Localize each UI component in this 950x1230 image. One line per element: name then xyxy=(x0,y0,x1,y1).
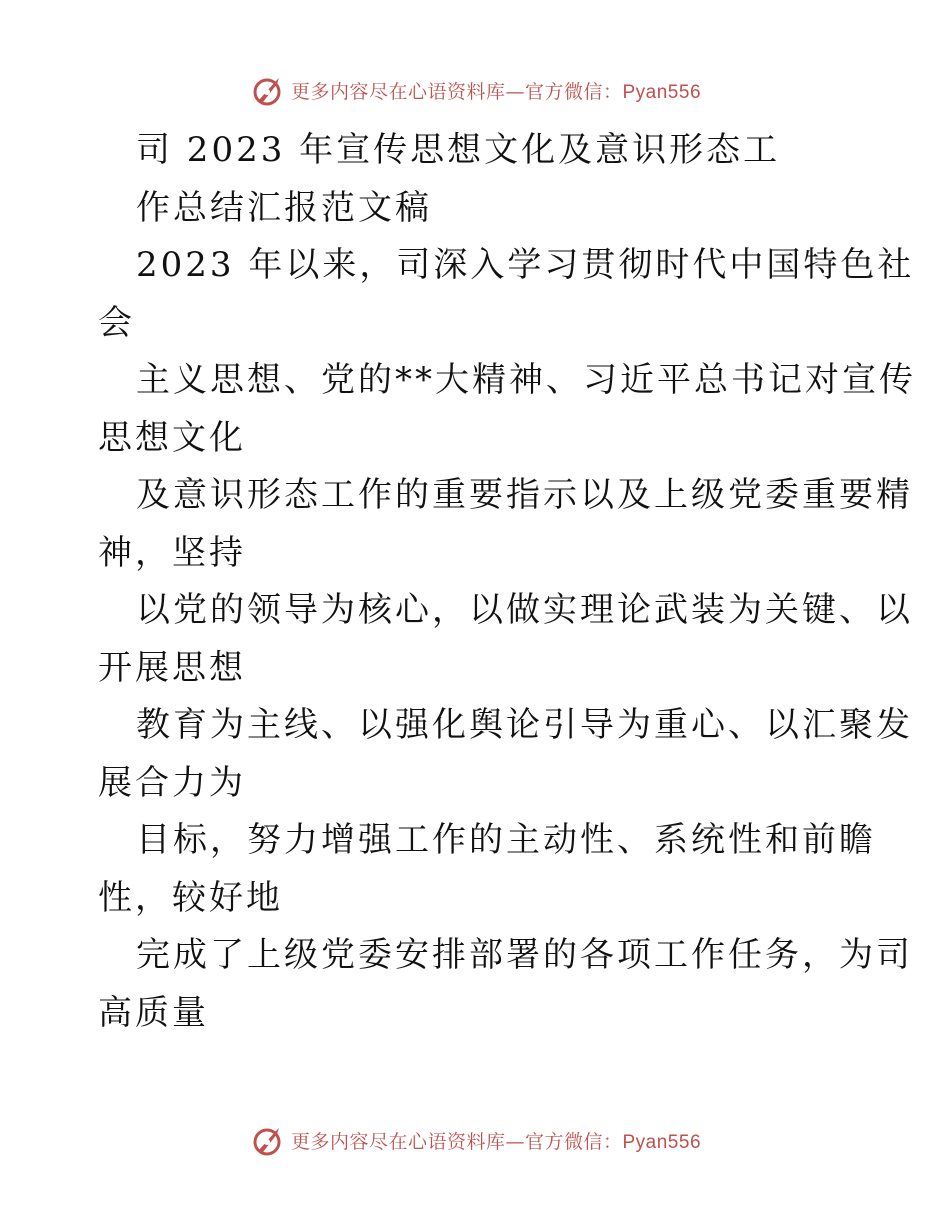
paragraph-line: 及意识形态工作的重要指示以及上级党委重要精 xyxy=(136,475,913,515)
pen-nib-logo-icon xyxy=(249,1122,285,1158)
header-banner xyxy=(0,70,950,110)
header-banner-text: 更多内容尽在心语资料库—官方微信：Pyan556 xyxy=(290,80,702,103)
paragraph-line: 教育为主线、以强化舆论引导为重心、以汇聚发 xyxy=(136,705,913,745)
pen-nib-logo-icon xyxy=(249,72,285,108)
paragraph-line: 主义思想、党的**大精神、习近平总书记对宣传 xyxy=(136,360,916,400)
paragraph-line: 思想文化 xyxy=(98,417,246,458)
paragraph-line: 高质量 xyxy=(98,992,209,1033)
paragraph-line: 展合力为 xyxy=(98,762,246,803)
wechat-id: Pyan556 xyxy=(622,1131,702,1153)
paragraph-line: 2023 年以来，司深入学习贯彻时代中国特色社 xyxy=(136,245,915,285)
paragraph-line: 目标，努力增强工作的主动性、系统性和前瞻 xyxy=(136,820,876,860)
title-line: 司 2023 年宣传思想文化及意识形态工 xyxy=(136,130,781,170)
paragraph-line: 完成了上级党委安排部署的各项工作任务，为司 xyxy=(136,935,913,975)
document-body xyxy=(98,122,916,1042)
footer-banner-text: 更多内容尽在心语资料库—官方微信：Pyan556 xyxy=(290,1130,702,1153)
paragraph-line: 会 xyxy=(98,302,135,343)
paragraph-line: 神，坚持 xyxy=(98,532,246,573)
paragraph-line: 开展思想 xyxy=(98,647,246,688)
wechat-id: Pyan556 xyxy=(622,81,702,103)
title-line: 作总结汇报范文稿 xyxy=(136,187,432,228)
footer-banner xyxy=(0,1120,950,1160)
paragraph-line: 性，较好地 xyxy=(98,877,283,918)
paragraph-line: 以党的领导为核心，以做实理论武装为关键、以 xyxy=(136,590,913,630)
